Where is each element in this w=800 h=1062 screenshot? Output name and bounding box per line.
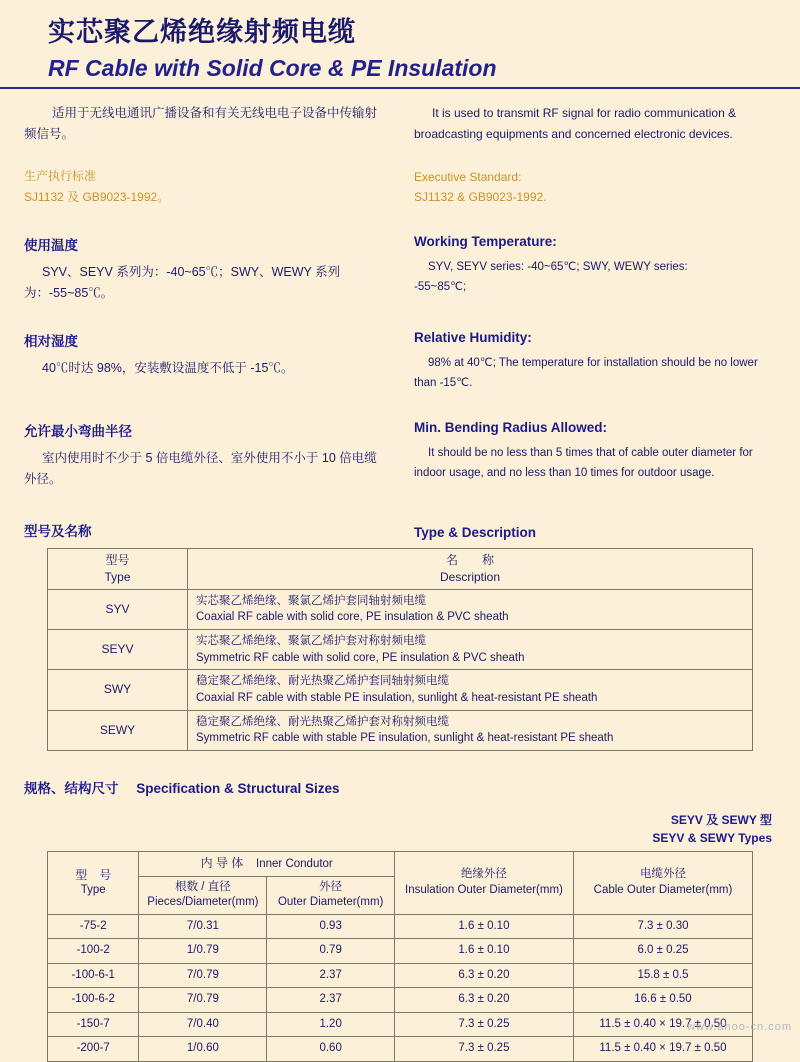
spec-cell-outer: 1.20: [267, 1012, 395, 1037]
type-table-heading-en: Type & Description: [414, 525, 537, 541]
type-column-header-en: Type: [104, 569, 131, 584]
spec-pieces-header: [139, 876, 267, 914]
spec-table-heading: [0, 777, 800, 797]
relative-humidity-text-cn: 40℃时达 98%，安装敷设温度不低于 -15℃。: [42, 361, 294, 376]
spec-cell-outer: 2.37: [267, 963, 395, 988]
description-column-header: [188, 549, 753, 590]
spec-inner-conductor-header-en: Inner Condutor: [256, 857, 333, 870]
bending-radius-section: [24, 420, 776, 491]
type-description-table: [47, 548, 753, 751]
spec-types-note: [0, 811, 800, 847]
bending-radius-cn: [24, 420, 400, 491]
working-temperature-cn: [24, 234, 400, 305]
standard-value-cn: SJ1132 及 GB9023-1992。: [24, 189, 170, 204]
bending-radius-en: [400, 420, 776, 491]
description-column-header-en: Description: [439, 569, 501, 584]
table-row: [48, 1037, 753, 1062]
relative-humidity-en: [400, 330, 776, 393]
standard-block-en: [414, 167, 776, 208]
relative-humidity-section: [24, 330, 776, 393]
type-table-heading-cn: 型号及名称: [24, 524, 92, 540]
spec-cell-cable: 15.8 ± 0.5: [573, 963, 752, 988]
table-row: [48, 988, 753, 1013]
spec-cell-insulation: 1.6 ± 0.10: [394, 939, 573, 964]
spec-insulation-header: [394, 851, 573, 914]
row-description-en: Coaxial RF cable with solid core, PE insulation & PVC sheath: [196, 611, 509, 624]
intro-text-en: It is used to transmit RF signal for radio communication & broadcasting equipments and concerned electronic devices.: [414, 105, 737, 141]
spec-cell-cable: 11.5 ± 0.40 × 19.7 ± 0.50: [573, 1012, 752, 1037]
spec-outer-header: [267, 876, 395, 914]
spec-cell-insulation: 1.6 ± 0.10: [394, 914, 573, 939]
standard-label-en: Executive Standard:: [414, 169, 522, 184]
row-description: [188, 589, 753, 629]
row-description-en: Coaxial RF cable with stable PE insulation, sunlight & heat-resistant PE sheath: [196, 691, 598, 704]
relative-humidity-title-en: Relative Humidity:: [414, 330, 532, 346]
type-column-header-cn: 型号: [105, 553, 130, 568]
row-description: [188, 710, 753, 750]
page-header: [0, 0, 800, 89]
working-temperature-section: [24, 234, 776, 305]
spec-table-heading-cn: 规格、结构尺寸: [24, 780, 119, 796]
table-row: [48, 914, 753, 939]
spec-inner-conductor-header-cn: 内 导 体: [200, 855, 244, 870]
spec-insulation-header-en: Insulation Outer Diameter(mm): [405, 883, 563, 896]
spec-cell-pieces: 7/0.40: [139, 1012, 267, 1037]
working-temperature-title-en: Working Temperature:: [414, 233, 557, 249]
intro-column-cn: [24, 103, 400, 208]
spec-cell-outer: 0.79: [267, 939, 395, 964]
relative-humidity-title-cn: 相对湿度: [24, 334, 78, 350]
spec-cell-cable: 11.5 ± 0.40 × 19.7 ± 0.50: [573, 1037, 752, 1062]
spec-pieces-header-en: Pieces/Diameter(mm): [147, 896, 259, 909]
spec-cell-insulation: 7.3 ± 0.25: [394, 1012, 573, 1037]
table-row: [48, 939, 753, 964]
standard-value-en: SJ1132 & GB9023-1992.: [414, 190, 547, 205]
description-column-header-cn: 名 称: [445, 553, 494, 568]
bending-radius-title-en: Min. Bending Radius Allowed:: [414, 419, 607, 435]
row-description-en: Symmetric RF cable with stable PE insulation, sunlight & heat-resistant PE sheath: [196, 732, 614, 745]
spec-outer-header-en: Outer Diameter(mm): [277, 896, 384, 909]
relative-humidity-text-en: 98% at 40℃; The temperature for installation should be no lower than -15℃.: [414, 357, 758, 390]
working-temperature-text-en-line1: SYV, SEYV series: -40~65℃; SWY, WEWY series:: [428, 260, 688, 273]
working-temperature-title-cn: 使用温度: [24, 237, 78, 253]
spec-cable-header-cn: 电缆外径: [639, 868, 686, 881]
spec-types-note-en: SEYV & SEWY Types: [652, 830, 772, 845]
row-type: SYV: [48, 589, 188, 629]
spec-type-header: [48, 851, 139, 914]
row-description-cn: 稳定聚乙烯绝缘、耐光热聚乙烯护套同轴射频电缆: [196, 675, 449, 688]
spec-cell-type: -100-2: [48, 939, 139, 964]
bending-radius-title-cn: 允许最小弯曲半径: [24, 423, 132, 439]
row-type: SEWY: [48, 710, 188, 750]
spec-cell-pieces: 7/0.79: [139, 963, 267, 988]
row-description-cn: 实芯聚乙烯绝缘、聚氯乙烯护套同轴射频电缆: [196, 594, 426, 607]
specification-table: [47, 851, 753, 1062]
spec-types-note-cn: SEYV 及 SEWY 型: [670, 812, 772, 827]
row-type: SEYV: [48, 629, 188, 669]
bending-radius-text-cn: 室内使用时不少于 5 倍电缆外径、室外使用不小于 10 倍电缆外径。: [24, 450, 377, 486]
spec-cell-pieces: 7/0.31: [139, 914, 267, 939]
spec-cell-pieces: 7/0.79: [139, 988, 267, 1013]
type-column-header: [48, 549, 188, 590]
spec-cable-header: [573, 851, 752, 914]
working-temperature-en: [400, 234, 776, 305]
spec-inner-conductor-header: [139, 851, 395, 876]
spec-cell-outer: 2.37: [267, 988, 395, 1013]
spec-type-header-en: Type: [80, 884, 106, 897]
spec-cell-outer: 0.60: [267, 1037, 395, 1062]
working-temperature-text-en-line2: -55~85℃;: [414, 280, 467, 293]
table-row: [48, 670, 753, 710]
spec-cell-insulation: 7.3 ± 0.25: [394, 1037, 573, 1062]
spec-cell-cable: 7.3 ± 0.30: [573, 914, 752, 939]
spec-cell-cable: 6.0 ± 0.25: [573, 939, 752, 964]
type-table-heading: [0, 520, 800, 540]
row-type: SWY: [48, 670, 188, 710]
spec-cell-type: -200-7: [48, 1037, 139, 1062]
intro-column-en: [400, 103, 776, 208]
row-description-cn: 实芯聚乙烯绝缘、聚氯乙烯护套对称射频电缆: [196, 634, 426, 647]
spec-cable-header-en: Cable Outer Diameter(mm): [593, 883, 733, 896]
spec-table-heading-en: Specification & Structural Sizes: [136, 780, 340, 796]
spec-cell-outer: 0.93: [267, 914, 395, 939]
spec-cell-type: -150-7: [48, 1012, 139, 1037]
spec-cell-type: -75-2: [48, 914, 139, 939]
spec-cell-pieces: 1/0.60: [139, 1037, 267, 1062]
relative-humidity-cn: [24, 330, 400, 393]
intro-text-cn: 适用于无线电通讯广播设备和有关无线电电子设备中传输射频信号。: [24, 105, 378, 141]
intro-section: [24, 103, 776, 208]
standard-label-cn: 生产执行标准: [24, 169, 97, 184]
table-row: [48, 963, 753, 988]
spec-pieces-header-cn: 根数 / 直径: [175, 880, 231, 893]
spec-cell-insulation: 6.3 ± 0.20: [394, 963, 573, 988]
row-description-cn: 稳定聚乙烯绝缘、耐光热聚乙烯护套对称射频电缆: [196, 715, 449, 728]
spec-insulation-header-cn: 绝缘外径: [460, 868, 507, 881]
row-description: [188, 670, 753, 710]
spec-cell-type: -100-6-1: [48, 963, 139, 988]
table-row: [48, 589, 753, 629]
page-title-cn: 实芯聚乙烯绝缘射频电缆: [48, 17, 356, 47]
spec-type-header-cn: 型 号: [75, 867, 112, 882]
row-description-en: Symmetric RF cable with solid core, PE insulation & PVC sheath: [196, 651, 525, 664]
table-header-row: [48, 549, 753, 590]
bending-radius-text-en: It should be no less than 5 times that of cable outer diameter for indoor usage, and no less than 10 times for outdoor usage.: [414, 446, 753, 479]
page-title-en: RF Cable with Solid Core & PE Insulation: [48, 54, 497, 81]
spec-cell-pieces: 1/0.79: [139, 939, 267, 964]
spec-header-row-1: [48, 851, 753, 876]
spec-cell-cable: 16.6 ± 0.50: [573, 988, 752, 1013]
spec-cell-insulation: 6.3 ± 0.20: [394, 988, 573, 1013]
table-row: [48, 710, 753, 750]
spec-outer-header-cn: 外径: [319, 880, 343, 893]
spec-cell-type: -100-6-2: [48, 988, 139, 1013]
working-temperature-text-cn: SYV、SEYV 系列为：-40~65℃；SWY、WEWY 系列为：-55~85℃。: [24, 264, 341, 301]
page-body: [0, 89, 800, 490]
table-row: [48, 1012, 753, 1037]
watermark: www.ahoo-cn.com: [687, 1021, 792, 1033]
row-description: [188, 629, 753, 669]
standard-block-cn: [24, 166, 386, 207]
table-row: [48, 629, 753, 669]
